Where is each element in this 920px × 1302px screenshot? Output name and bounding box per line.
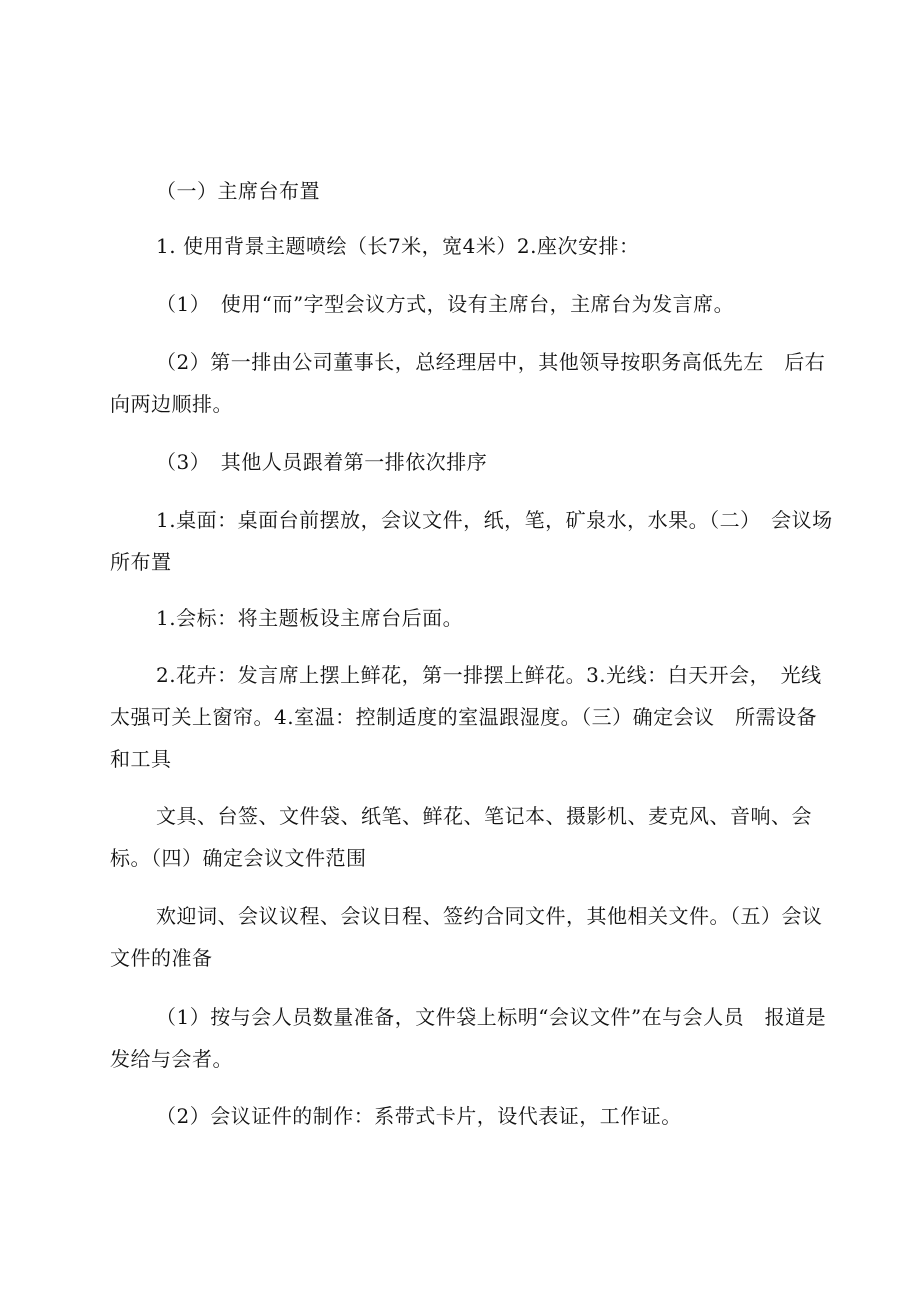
paragraph-document-prep: （1）按与会人员数量准备，文件袋上标明“会议文件”在与会人员 报道是发给与会者。 [110, 1005, 827, 1071]
paragraph-seating-style: （1） 使用“而”字型会议方式，设有主席台，主席台为发言席。 [156, 292, 735, 316]
paragraph-other-staff: （3） 其他人员跟着第一排依次排序 [156, 450, 488, 474]
paragraph-desk-venue: 1.桌面：桌面台前摆放，会议文件，纸，笔，矿泉水，水果。（二） 会议场所布置 [110, 508, 833, 574]
section-heading-podium: （一）主席台布置 [156, 179, 320, 203]
paragraph-banner: 1.会标：将主题板设主席台后面。 [156, 606, 464, 630]
paragraph-document-list: 欢迎词、会议议程、会议日程、签约合同文件，其他相关文件。（五）会议文件的准备 [110, 904, 823, 970]
paragraph-equipment-list: 文具、台签、文件袋、纸笔、鲜花、笔记本、摄影机、麦克风、音响、会标。（四）确定会议文件范围 [110, 804, 812, 870]
paragraph-backdrop-seating: 1. 使用背景主题喷绘（长7米，宽4米）2.座次安排： [156, 234, 640, 258]
paragraph-badges: （2）会议证件的制作：系带式卡片，设代表证，工作证。 [156, 1104, 682, 1128]
paragraph-flowers-light-temp: 2.花卉：发言席上摆上鲜花，第一排摆上鲜花。3.光线：白天开会， 光线太强可关上窗帘。4.室温：控制适度的室温跟湿度。（三）确定会议 所需设备和工具 [110, 663, 822, 771]
paragraph-first-row: （2）第一排由公司董事长，总经理居中，其他领导按职务高低先左 后右向两边顺排。 [110, 350, 826, 416]
